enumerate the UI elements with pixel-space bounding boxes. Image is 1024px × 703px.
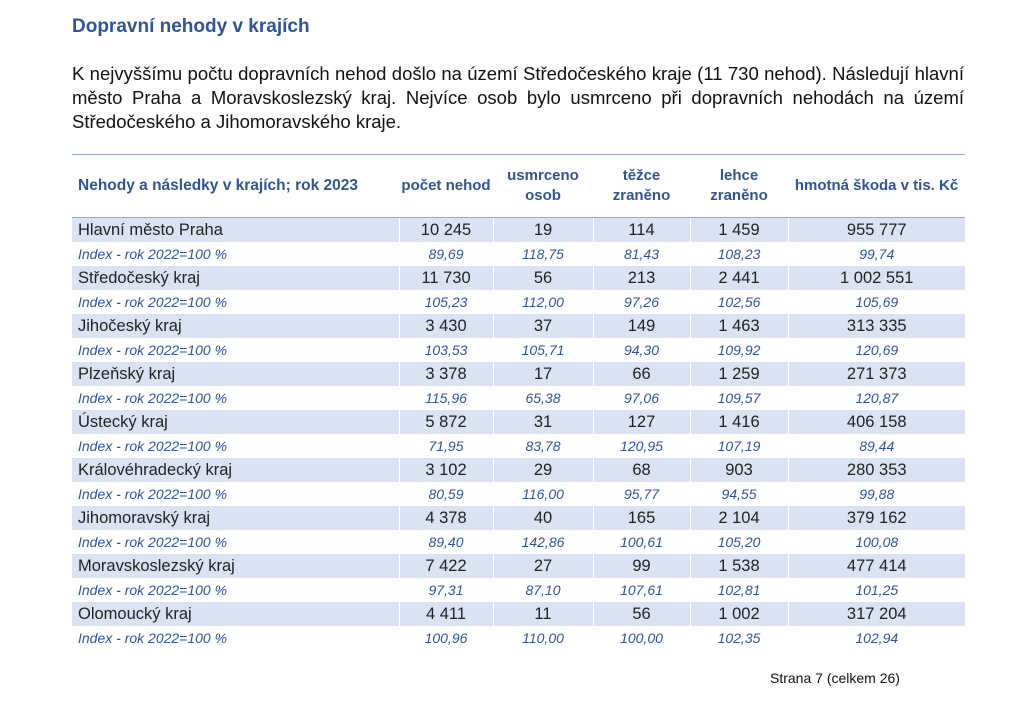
- index-row: [72, 338, 965, 362]
- index-label: Index - rok 2022=100 %: [72, 626, 399, 650]
- index-label: Index - rok 2022=100 %: [72, 290, 399, 314]
- table-row: [72, 602, 965, 626]
- index-cell: 120,95: [593, 434, 690, 458]
- table-cell: 29: [493, 458, 593, 482]
- table-cell: 17: [493, 362, 593, 386]
- table-cell: 27: [493, 554, 593, 578]
- table-row: [72, 554, 965, 578]
- index-cell: 120,87: [788, 386, 965, 410]
- index-cell: 142,86: [493, 530, 593, 554]
- table-cell: 1 259: [690, 362, 788, 386]
- index-cell: 94,55: [690, 482, 788, 506]
- index-row: [72, 434, 965, 458]
- index-cell: 80,59: [399, 482, 493, 506]
- index-cell: 100,00: [593, 626, 690, 650]
- table-cell: 37: [493, 314, 593, 338]
- index-cell: 115,96: [399, 386, 493, 410]
- index-cell: 102,81: [690, 578, 788, 602]
- table-cell: 2 104: [690, 506, 788, 530]
- table-cell: 213: [593, 266, 690, 290]
- table-cell: 2 441: [690, 266, 788, 290]
- accidents-table: [72, 154, 965, 650]
- table-row: [72, 458, 965, 482]
- index-cell: 102,56: [690, 290, 788, 314]
- table-cell: 7 422: [399, 554, 493, 578]
- index-cell: 110,00: [493, 626, 593, 650]
- table-cell: 1 459: [690, 218, 788, 243]
- index-cell: 109,92: [690, 338, 788, 362]
- table-cell: 1 463: [690, 314, 788, 338]
- index-label: Index - rok 2022=100 %: [72, 338, 399, 362]
- table-cell: 955 777: [788, 218, 965, 243]
- region-name: Jihomoravský kraj: [72, 506, 399, 530]
- table-cell: 1 002: [690, 602, 788, 626]
- table-row: [72, 266, 965, 290]
- table-cell: 317 204: [788, 602, 965, 626]
- table-cell: 56: [593, 602, 690, 626]
- table-cell: 10 245: [399, 218, 493, 243]
- index-cell: 100,61: [593, 530, 690, 554]
- table-row: [72, 506, 965, 530]
- index-cell: 102,94: [788, 626, 965, 650]
- index-cell: 112,00: [493, 290, 593, 314]
- index-row: [72, 386, 965, 410]
- index-label: Index - rok 2022=100 %: [72, 482, 399, 506]
- index-cell: 105,20: [690, 530, 788, 554]
- table-cell: 68: [593, 458, 690, 482]
- table-cell: 1 416: [690, 410, 788, 434]
- index-label: Index - rok 2022=100 %: [72, 530, 399, 554]
- index-cell: 97,06: [593, 386, 690, 410]
- table-cell: 280 353: [788, 458, 965, 482]
- index-cell: 65,38: [493, 386, 593, 410]
- column-header: těžce zraněno: [593, 155, 690, 218]
- column-header: hmotná škoda v tis. Kč: [788, 155, 965, 218]
- index-cell: 81,43: [593, 242, 690, 266]
- page-number: Strana 7 (celkem 26): [770, 670, 900, 686]
- accidents-table-container: [72, 154, 965, 650]
- index-cell: 105,71: [493, 338, 593, 362]
- table-body: [72, 218, 965, 651]
- region-name: Ústecký kraj: [72, 410, 399, 434]
- index-cell: 89,44: [788, 434, 965, 458]
- table-cell: 31: [493, 410, 593, 434]
- table-cell: 56: [493, 266, 593, 290]
- index-cell: 102,35: [690, 626, 788, 650]
- index-cell: 89,40: [399, 530, 493, 554]
- index-cell: 99,74: [788, 242, 965, 266]
- table-cell: 11: [493, 602, 593, 626]
- table-cell: 4 378: [399, 506, 493, 530]
- table-row: [72, 218, 965, 243]
- index-cell: 94,30: [593, 338, 690, 362]
- table-cell: 313 335: [788, 314, 965, 338]
- region-name: Královéhradecký kraj: [72, 458, 399, 482]
- region-name: Moravskoslezský kraj: [72, 554, 399, 578]
- column-header: lehce zraněno: [690, 155, 788, 218]
- table-cell: 1 538: [690, 554, 788, 578]
- table-cell: 379 162: [788, 506, 965, 530]
- index-cell: 103,53: [399, 338, 493, 362]
- table-cell: 3 430: [399, 314, 493, 338]
- index-row: [72, 626, 965, 650]
- index-cell: 101,25: [788, 578, 965, 602]
- index-cell: 109,57: [690, 386, 788, 410]
- index-cell: 107,19: [690, 434, 788, 458]
- intro-paragraph: K nejvyššímu počtu dopravních nehod došlo na území Středočeského kraje (11 730 nehod). Následují hlavní město Praha a Moravskoslezský kraj. Nejvíce osob bylo usmrceno při dopravních nehodách na území Středočeského a Jihomoravského kraje.: [72, 63, 964, 132]
- table-row: [72, 314, 965, 338]
- index-cell: 100,96: [399, 626, 493, 650]
- index-cell: 99,88: [788, 482, 965, 506]
- table-cell: 11 730: [399, 266, 493, 290]
- table-cell: 4 411: [399, 602, 493, 626]
- table-cell: 40: [493, 506, 593, 530]
- index-row: [72, 242, 965, 266]
- index-label: Index - rok 2022=100 %: [72, 578, 399, 602]
- index-cell: 105,23: [399, 290, 493, 314]
- table-cell: 5 872: [399, 410, 493, 434]
- index-cell: 116,00: [493, 482, 593, 506]
- index-cell: 108,23: [690, 242, 788, 266]
- index-cell: 95,77: [593, 482, 690, 506]
- index-row: [72, 290, 965, 314]
- index-label: Index - rok 2022=100 %: [72, 434, 399, 458]
- column-header: usmrceno osob: [493, 155, 593, 218]
- table-cell: 114: [593, 218, 690, 243]
- column-header: počet nehod: [399, 155, 493, 218]
- region-name: Jihočeský kraj: [72, 314, 399, 338]
- index-cell: 107,61: [593, 578, 690, 602]
- table-cell: 3 378: [399, 362, 493, 386]
- table-cell: 477 414: [788, 554, 965, 578]
- index-cell: 118,75: [493, 242, 593, 266]
- table-cell: 66: [593, 362, 690, 386]
- index-label: Index - rok 2022=100 %: [72, 386, 399, 410]
- region-name: Plzeňský kraj: [72, 362, 399, 386]
- index-cell: 87,10: [493, 578, 593, 602]
- table-cell: 149: [593, 314, 690, 338]
- index-row: [72, 530, 965, 554]
- table-cell: 19: [493, 218, 593, 243]
- table-row: [72, 362, 965, 386]
- index-cell: 71,95: [399, 434, 493, 458]
- table-cell: 99: [593, 554, 690, 578]
- table-cell: 406 158: [788, 410, 965, 434]
- table-cell: 903: [690, 458, 788, 482]
- index-row: [72, 578, 965, 602]
- table-cell: 271 373: [788, 362, 965, 386]
- index-cell: 97,31: [399, 578, 493, 602]
- index-cell: 105,69: [788, 290, 965, 314]
- table-cell: 3 102: [399, 458, 493, 482]
- page-heading: Dopravní nehody v krajích: [72, 16, 310, 37]
- table-cell: 1 002 551: [788, 266, 965, 290]
- table-header-row: [72, 155, 965, 218]
- table-title: Nehody a následky v krajích; rok 2023: [72, 155, 399, 218]
- region-name: Olomoucký kraj: [72, 602, 399, 626]
- index-label: Index - rok 2022=100 %: [72, 242, 399, 266]
- index-cell: 97,26: [593, 290, 690, 314]
- table-cell: 127: [593, 410, 690, 434]
- region-name: Středočeský kraj: [72, 266, 399, 290]
- table-row: [72, 410, 965, 434]
- index-cell: 89,69: [399, 242, 493, 266]
- index-cell: 100,08: [788, 530, 965, 554]
- region-name: Hlavní město Praha: [72, 218, 399, 243]
- table-cell: 165: [593, 506, 690, 530]
- index-cell: 83,78: [493, 434, 593, 458]
- index-cell: 120,69: [788, 338, 965, 362]
- index-row: [72, 482, 965, 506]
